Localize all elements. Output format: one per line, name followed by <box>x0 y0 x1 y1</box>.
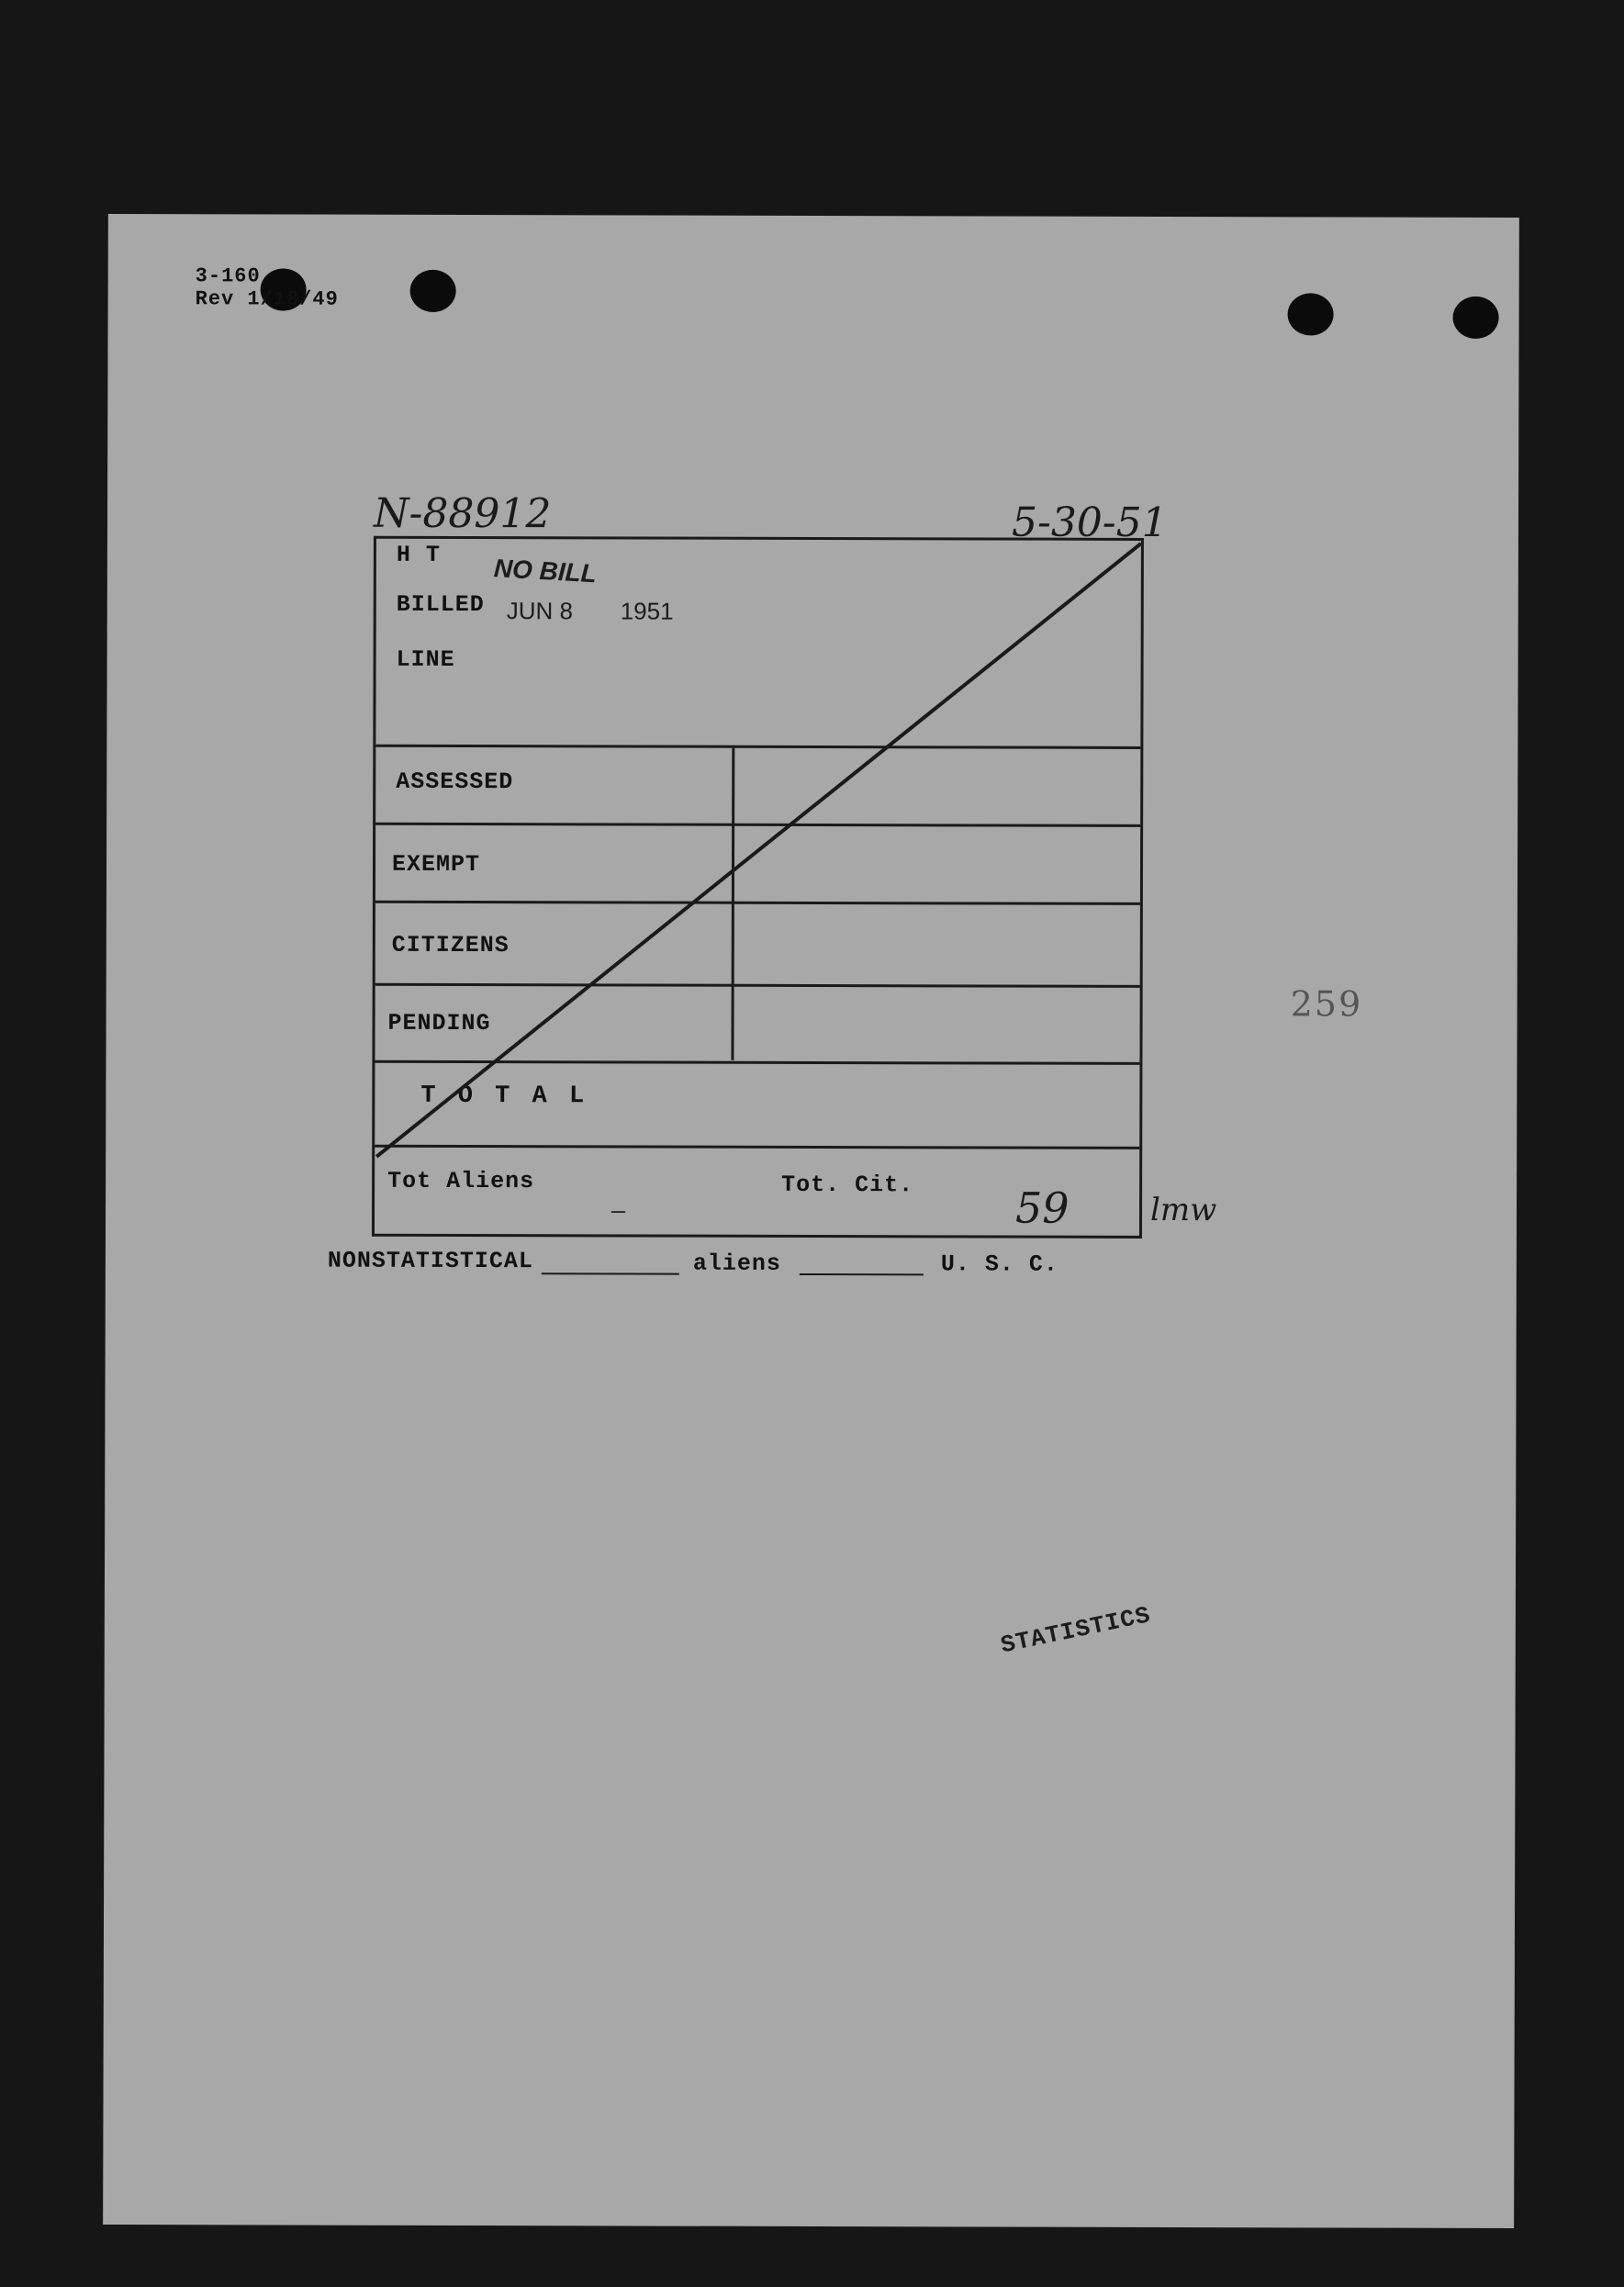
label-line: LINE <box>396 645 455 673</box>
billed-date-stamp: JUN 8 <box>506 597 574 625</box>
case-number: N-88912 <box>373 489 552 538</box>
label-total: T O T A L <box>420 1082 588 1111</box>
paper-sheet <box>103 214 1519 2228</box>
statistics-stamp: STATISTICS <box>998 1601 1154 1660</box>
label-assessed: ASSESSED <box>396 768 514 796</box>
no-bill-stamp: NO BILL <box>493 554 598 589</box>
punch-hole <box>410 270 456 312</box>
punch-hole <box>1453 297 1499 339</box>
tally-form <box>372 536 1144 1239</box>
form-number: 3-160 <box>195 264 261 288</box>
handwritten-count: 59 <box>1014 1183 1070 1233</box>
label-exempt: EXEMPT <box>391 850 481 879</box>
form-revision: Rev 1/18/49 <box>195 287 339 311</box>
label-nonstatistical: NONSTATISTICAL <box>327 1247 533 1275</box>
label-ht: H T <box>396 541 441 568</box>
label-pending: PENDING <box>387 1009 491 1037</box>
label-aliens: aliens <box>692 1250 781 1277</box>
handwritten-date: 5-30-51 <box>1011 499 1168 547</box>
blank-aliens <box>800 1273 924 1275</box>
label-tot-aliens: Tot Aliens <box>387 1167 535 1195</box>
label-usc: U. S. C. <box>940 1250 1058 1278</box>
handwritten-initials: lmw <box>1149 1191 1217 1229</box>
cancellation-line <box>375 539 1147 1241</box>
page-number: 259 <box>1290 983 1363 1025</box>
punch-hole <box>1288 293 1334 335</box>
tot-aliens-value: — <box>610 1198 627 1226</box>
billed-year-stamp: 1951 <box>620 597 674 625</box>
label-citizens: CITIZENS <box>391 931 510 959</box>
label-tot-cit: Tot. Cit. <box>781 1171 914 1199</box>
label-billed: BILLED <box>396 590 485 619</box>
blank-nonstatistical <box>542 1272 679 1274</box>
